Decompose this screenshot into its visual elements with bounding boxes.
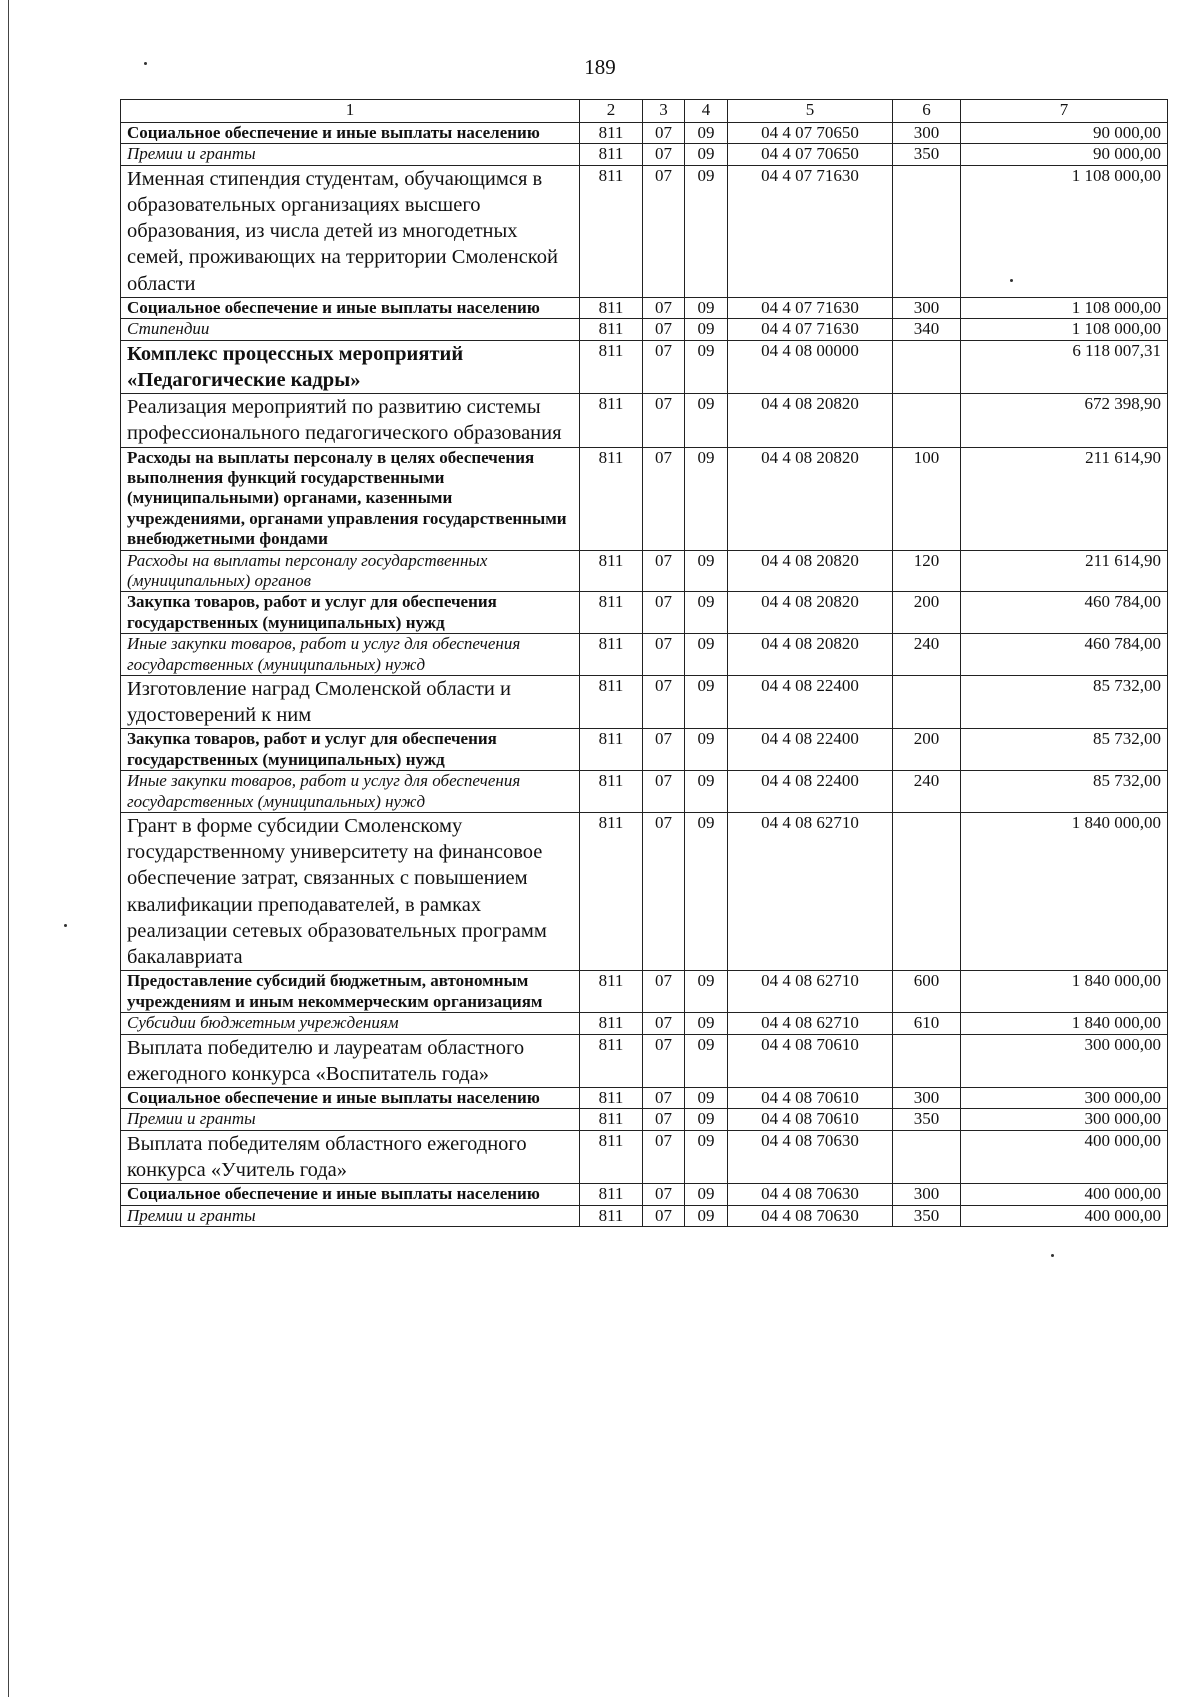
row-code-gr: 811 <box>580 729 643 771</box>
row-amount: 85 732,00 <box>961 675 1168 728</box>
row-code-csr: 04 4 08 70610 <box>728 1109 893 1130</box>
table-row <box>121 813 1168 971</box>
row-code-csr: 04 4 08 70610 <box>728 1034 893 1087</box>
row-name: Социальное обеспечение и иные выплаты населению <box>121 1184 580 1205</box>
row-code-rz: 07 <box>643 813 685 971</box>
row-code-gr: 811 <box>580 447 643 550</box>
row-code-vr: 300 <box>893 1184 961 1205</box>
column-header: 5 <box>728 100 893 123</box>
row-code-rz: 07 <box>643 1034 685 1087</box>
row-code-gr: 811 <box>580 1088 643 1109</box>
row-code-pr: 09 <box>685 634 728 676</box>
row-code-rz: 07 <box>643 1184 685 1205</box>
row-amount: 6 118 007,31 <box>961 340 1168 393</box>
column-header: 2 <box>580 100 643 123</box>
table-row <box>121 1088 1168 1109</box>
row-code-gr: 811 <box>580 1034 643 1087</box>
row-amount: 211 614,90 <box>961 447 1168 550</box>
row-amount: 90 000,00 <box>961 144 1168 165</box>
row-code-pr: 09 <box>685 340 728 393</box>
row-code-pr: 09 <box>685 1184 728 1205</box>
row-amount: 672 398,90 <box>961 394 1168 447</box>
row-code-rz: 07 <box>643 340 685 393</box>
row-name: Закупка товаров, работ и услуг для обеспечения государственных (муниципальных) нужд <box>121 592 580 634</box>
row-name: Грант в форме субсидии Смоленскому государственному университету на финансовое обеспечение затрат, связанных с повышением квалификации преподавателей, в рамках реализации сетевых образовательных программ бакалавриата <box>121 813 580 971</box>
row-code-gr: 811 <box>580 394 643 447</box>
row-code-rz: 07 <box>643 394 685 447</box>
row-code-gr: 811 <box>580 1184 643 1205</box>
row-code-csr: 04 4 08 22400 <box>728 675 893 728</box>
row-code-pr: 09 <box>685 144 728 165</box>
row-code-csr: 04 4 08 20820 <box>728 550 893 592</box>
table-row <box>121 447 1168 550</box>
row-amount: 400 000,00 <box>961 1184 1168 1205</box>
column-header: 1 <box>121 100 580 123</box>
row-code-rz: 07 <box>643 634 685 676</box>
row-code-csr: 04 4 08 70610 <box>728 1088 893 1109</box>
row-code-csr: 04 4 08 20820 <box>728 447 893 550</box>
row-name: Стипендии <box>121 319 580 340</box>
row-amount: 1 840 000,00 <box>961 1013 1168 1034</box>
scan-speck <box>64 924 67 927</box>
page-number: 189 <box>584 55 616 79</box>
row-code-vr: 350 <box>893 144 961 165</box>
row-code-csr: 04 4 08 20820 <box>728 634 893 676</box>
row-code-vr: 200 <box>893 592 961 634</box>
row-code-gr: 811 <box>580 971 643 1013</box>
row-code-csr: 04 4 08 70630 <box>728 1184 893 1205</box>
row-code-rz: 07 <box>643 297 685 318</box>
row-code-gr: 811 <box>580 634 643 676</box>
table-row <box>121 319 1168 340</box>
row-amount: 85 732,00 <box>961 729 1168 771</box>
row-name: Закупка товаров, работ и услуг для обеспечения государственных (муниципальных) нужд <box>121 729 580 771</box>
row-code-vr: 100 <box>893 447 961 550</box>
table-row <box>121 634 1168 676</box>
row-code-pr: 09 <box>685 1130 728 1183</box>
row-code-pr: 09 <box>685 675 728 728</box>
row-code-rz: 07 <box>643 447 685 550</box>
row-code-gr: 811 <box>580 1205 643 1226</box>
row-code-rz: 07 <box>643 1088 685 1109</box>
column-header-row <box>121 100 1168 123</box>
row-name: Именная стипендия студентам, обучающимся в образовательных организациях высшего образования, из числа детей из многодетных семей, проживающих на территории Смоленской области <box>121 165 580 297</box>
row-amount: 1 840 000,00 <box>961 813 1168 971</box>
row-code-pr: 09 <box>685 729 728 771</box>
row-code-gr: 811 <box>580 771 643 813</box>
row-amount: 211 614,90 <box>961 550 1168 592</box>
row-amount: 300 000,00 <box>961 1088 1168 1109</box>
row-code-csr: 04 4 08 20820 <box>728 592 893 634</box>
table-row <box>121 771 1168 813</box>
row-code-vr <box>893 675 961 728</box>
row-name: Субсидии бюджетным учреждениям <box>121 1013 580 1034</box>
row-name: Премии и гранты <box>121 1109 580 1130</box>
row-code-vr: 240 <box>893 634 961 676</box>
row-amount: 400 000,00 <box>961 1130 1168 1183</box>
row-code-pr: 09 <box>685 1205 728 1226</box>
table-row <box>121 729 1168 771</box>
row-amount: 1 108 000,00 <box>961 165 1168 297</box>
table-row <box>121 1130 1168 1183</box>
row-code-rz: 07 <box>643 1109 685 1130</box>
row-amount: 1 108 000,00 <box>961 297 1168 318</box>
row-name: Расходы на выплаты персоналу государственных (муниципальных) органов <box>121 550 580 592</box>
table-row <box>121 394 1168 447</box>
table-row <box>121 592 1168 634</box>
row-code-csr: 04 4 08 62710 <box>728 1013 893 1034</box>
column-header: 3 <box>643 100 685 123</box>
row-code-gr: 811 <box>580 165 643 297</box>
column-header: 6 <box>893 100 961 123</box>
row-code-gr: 811 <box>580 319 643 340</box>
row-code-vr <box>893 165 961 297</box>
row-code-csr: 04 4 08 22400 <box>728 729 893 771</box>
row-code-gr: 811 <box>580 144 643 165</box>
row-code-vr: 240 <box>893 771 961 813</box>
row-code-gr: 811 <box>580 592 643 634</box>
row-code-rz: 07 <box>643 165 685 297</box>
row-code-pr: 09 <box>685 1088 728 1109</box>
row-name: Премии и гранты <box>121 1205 580 1226</box>
row-code-vr: 340 <box>893 319 961 340</box>
row-name: Социальное обеспечение и иные выплаты населению <box>121 123 580 144</box>
row-name: Иные закупки товаров, работ и услуг для обеспечения государственных (муниципальных) нужд <box>121 634 580 676</box>
table-row <box>121 1109 1168 1130</box>
row-code-pr: 09 <box>685 319 728 340</box>
row-code-csr: 04 4 07 70650 <box>728 144 893 165</box>
row-code-vr <box>893 340 961 393</box>
row-code-rz: 07 <box>643 1205 685 1226</box>
scan-speck <box>1051 1254 1054 1257</box>
row-code-pr: 09 <box>685 297 728 318</box>
table-row <box>121 1184 1168 1205</box>
row-name: Реализация мероприятий по развитию системы профессионального педагогического образования <box>121 394 580 447</box>
row-code-vr <box>893 394 961 447</box>
row-code-csr: 04 4 07 71630 <box>728 297 893 318</box>
table-row <box>121 123 1168 144</box>
column-header: 7 <box>961 100 1168 123</box>
row-code-vr: 300 <box>893 297 961 318</box>
row-amount: 460 784,00 <box>961 592 1168 634</box>
row-name: Комплекс процессных мероприятий «Педагогические кадры» <box>121 340 580 393</box>
row-code-vr: 600 <box>893 971 961 1013</box>
row-amount: 300 000,00 <box>961 1109 1168 1130</box>
row-code-vr <box>893 1034 961 1087</box>
row-code-gr: 811 <box>580 550 643 592</box>
row-code-rz: 07 <box>643 1013 685 1034</box>
row-name: Социальное обеспечение и иные выплаты населению <box>121 1088 580 1109</box>
row-code-pr: 09 <box>685 394 728 447</box>
table-row <box>121 1205 1168 1226</box>
row-name: Иные закупки товаров, работ и услуг для обеспечения государственных (муниципальных) нужд <box>121 771 580 813</box>
row-code-gr: 811 <box>580 675 643 728</box>
row-name: Выплата победителю и лауреатам областного ежегодного конкурса «Воспитатель года» <box>121 1034 580 1087</box>
row-code-pr: 09 <box>685 165 728 297</box>
row-amount: 300 000,00 <box>961 1034 1168 1087</box>
row-amount: 1 108 000,00 <box>961 319 1168 340</box>
row-code-rz: 07 <box>643 971 685 1013</box>
table-body <box>121 100 1168 1227</box>
row-code-pr: 09 <box>685 771 728 813</box>
row-amount: 90 000,00 <box>961 123 1168 144</box>
row-code-csr: 04 4 08 00000 <box>728 340 893 393</box>
row-name: Социальное обеспечение и иные выплаты населению <box>121 297 580 318</box>
table-row <box>121 1034 1168 1087</box>
row-code-csr: 04 4 07 70650 <box>728 123 893 144</box>
row-code-gr: 811 <box>580 340 643 393</box>
budget-table <box>120 99 1168 1227</box>
row-code-gr: 811 <box>580 297 643 318</box>
row-code-rz: 07 <box>643 319 685 340</box>
table-row <box>121 1013 1168 1034</box>
row-code-pr: 09 <box>685 447 728 550</box>
row-code-pr: 09 <box>685 1013 728 1034</box>
row-amount: 1 840 000,00 <box>961 971 1168 1013</box>
row-amount: 85 732,00 <box>961 771 1168 813</box>
row-code-csr: 04 4 07 71630 <box>728 165 893 297</box>
row-code-csr: 04 4 08 20820 <box>728 394 893 447</box>
row-code-csr: 04 4 08 70630 <box>728 1205 893 1226</box>
row-name: Изготовление наград Смоленской области и удостоверений к ним <box>121 675 580 728</box>
row-code-rz: 07 <box>643 123 685 144</box>
row-code-rz: 07 <box>643 675 685 728</box>
row-code-pr: 09 <box>685 1034 728 1087</box>
row-amount: 460 784,00 <box>961 634 1168 676</box>
row-code-rz: 07 <box>643 550 685 592</box>
row-code-pr: 09 <box>685 550 728 592</box>
row-code-gr: 811 <box>580 813 643 971</box>
row-code-vr <box>893 1130 961 1183</box>
row-code-gr: 811 <box>580 1130 643 1183</box>
row-code-vr: 350 <box>893 1205 961 1226</box>
row-name: Выплата победителям областного ежегодного конкурса «Учитель года» <box>121 1130 580 1183</box>
table-row <box>121 297 1168 318</box>
row-code-rz: 07 <box>643 1130 685 1183</box>
row-code-csr: 04 4 08 62710 <box>728 971 893 1013</box>
row-code-vr <box>893 813 961 971</box>
row-code-gr: 811 <box>580 1109 643 1130</box>
row-code-vr: 300 <box>893 1088 961 1109</box>
row-code-rz: 07 <box>643 729 685 771</box>
table-row <box>121 144 1168 165</box>
row-code-vr: 610 <box>893 1013 961 1034</box>
column-header: 4 <box>685 100 728 123</box>
row-name: Премии и гранты <box>121 144 580 165</box>
row-code-pr: 09 <box>685 1109 728 1130</box>
row-code-pr: 09 <box>685 592 728 634</box>
row-code-csr: 04 4 07 71630 <box>728 319 893 340</box>
row-code-vr: 200 <box>893 729 961 771</box>
row-code-vr: 120 <box>893 550 961 592</box>
row-name: Предоставление субсидий бюджетным, автономным учреждениям и иным некоммерческим организациям <box>121 971 580 1013</box>
row-code-rz: 07 <box>643 771 685 813</box>
row-code-vr: 350 <box>893 1109 961 1130</box>
row-amount: 400 000,00 <box>961 1205 1168 1226</box>
row-code-gr: 811 <box>580 1013 643 1034</box>
row-code-pr: 09 <box>685 813 728 971</box>
row-code-pr: 09 <box>685 123 728 144</box>
row-code-rz: 07 <box>643 592 685 634</box>
row-code-csr: 04 4 08 22400 <box>728 771 893 813</box>
row-code-csr: 04 4 08 62710 <box>728 813 893 971</box>
row-code-csr: 04 4 08 70630 <box>728 1130 893 1183</box>
table-row <box>121 971 1168 1013</box>
table-row <box>121 165 1168 297</box>
row-code-gr: 811 <box>580 123 643 144</box>
row-code-pr: 09 <box>685 971 728 1013</box>
row-code-vr: 300 <box>893 123 961 144</box>
table-row <box>121 675 1168 728</box>
row-code-rz: 07 <box>643 144 685 165</box>
table-row <box>121 550 1168 592</box>
row-name: Расходы на выплаты персоналу в целях обеспечения выполнения функций государственными (муниципальными) органами, казенными учреждениями, органами управления государственными внебюджетными фондами <box>121 447 580 550</box>
scan-edge-line <box>8 0 9 1697</box>
table-row <box>121 340 1168 393</box>
